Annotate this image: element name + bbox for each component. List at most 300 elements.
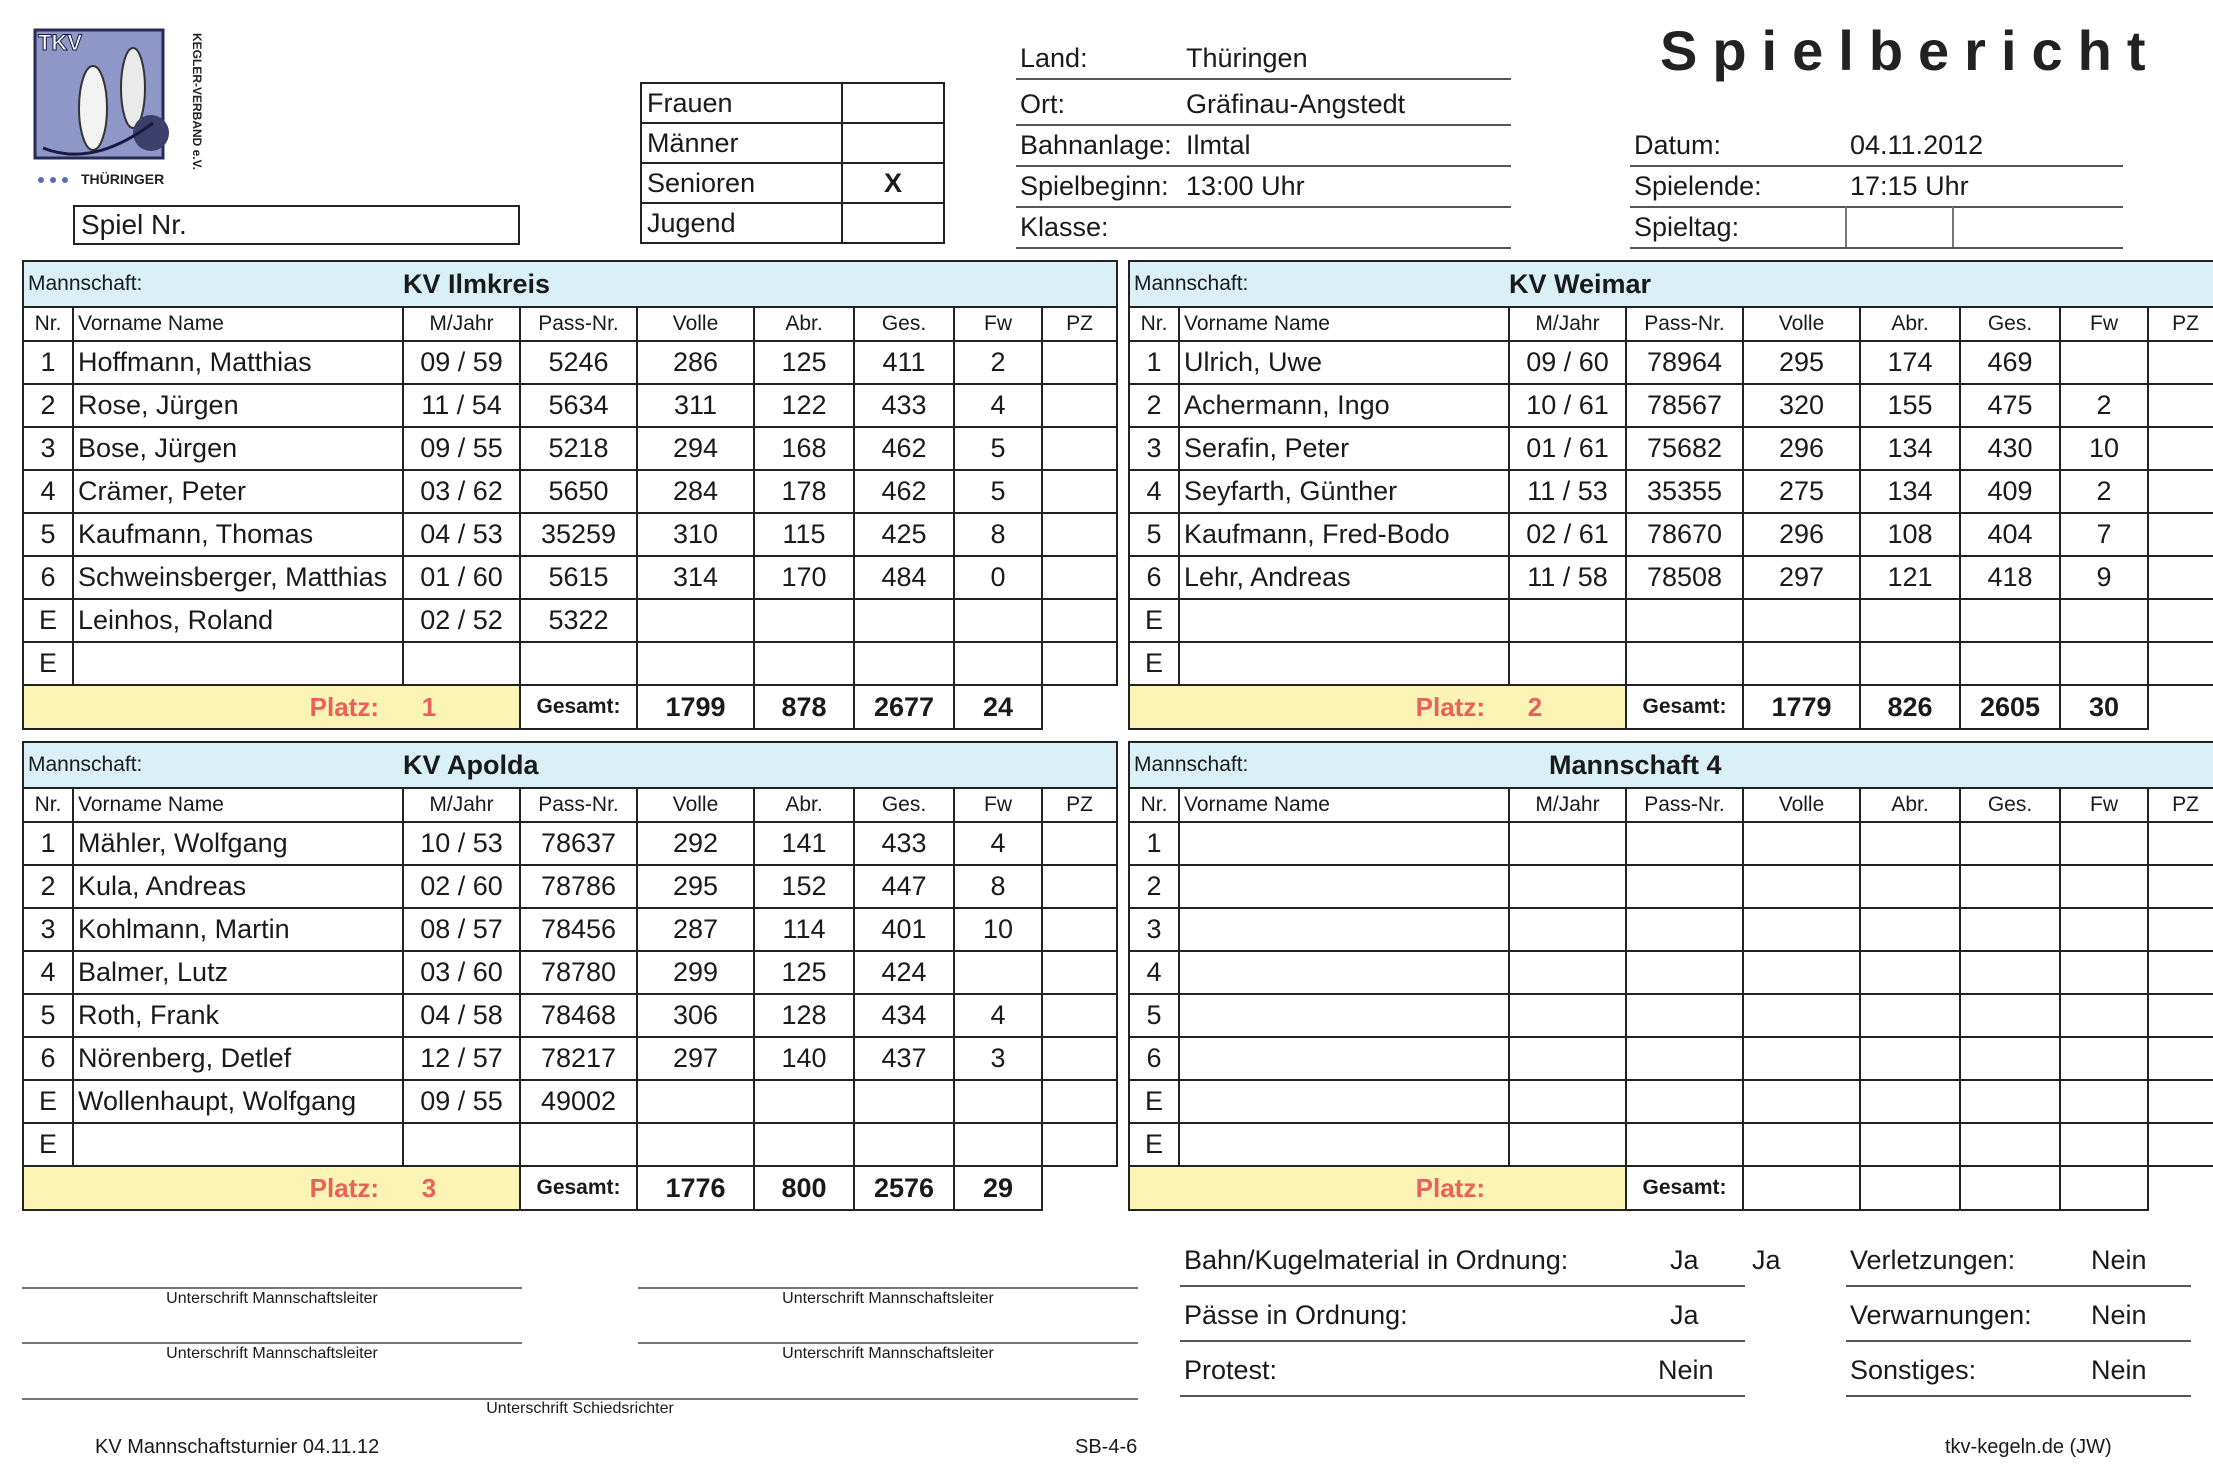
- player-mj[interactable]: 09 / 55: [403, 1080, 520, 1123]
- player-pz[interactable]: [2148, 994, 2213, 1037]
- player-ges[interactable]: 401: [854, 908, 954, 951]
- player-name[interactable]: [1179, 908, 1509, 951]
- player-name[interactable]: Hoffmann, Matthias: [73, 341, 403, 384]
- player-nr[interactable]: 2: [23, 865, 73, 908]
- player-abr[interactable]: 114: [754, 908, 854, 951]
- player-fw[interactable]: 3: [954, 1037, 1042, 1080]
- player-volle[interactable]: 284: [637, 470, 754, 513]
- player-abr[interactable]: 140: [754, 1037, 854, 1080]
- player-volle[interactable]: 292: [637, 822, 754, 865]
- player-volle[interactable]: [1743, 822, 1860, 865]
- player-pz[interactable]: [1042, 384, 1117, 427]
- player-pz[interactable]: [1042, 865, 1117, 908]
- player-mj[interactable]: [1509, 994, 1626, 1037]
- player-abr[interactable]: [754, 642, 854, 685]
- player-nr[interactable]: 5: [23, 994, 73, 1037]
- player-pass[interactable]: [1626, 822, 1743, 865]
- player-abr[interactable]: [1860, 1123, 1960, 1166]
- player-ges[interactable]: [854, 1123, 954, 1166]
- player-abr[interactable]: [754, 599, 854, 642]
- player-abr[interactable]: 108: [1860, 513, 1960, 556]
- player-pass[interactable]: 78217: [520, 1037, 637, 1080]
- player-mj[interactable]: 09 / 60: [1509, 341, 1626, 384]
- player-nr[interactable]: 3: [23, 908, 73, 951]
- player-volle[interactable]: 275: [1743, 470, 1860, 513]
- player-volle[interactable]: [1743, 1037, 1860, 1080]
- category-mark[interactable]: X: [842, 163, 944, 203]
- player-pz[interactable]: [2148, 341, 2213, 384]
- player-nr[interactable]: E: [1129, 642, 1179, 685]
- player-ges[interactable]: [1960, 951, 2060, 994]
- platz-value[interactable]: 2: [1527, 691, 1543, 722]
- player-name[interactable]: Mähler, Wolfgang: [73, 822, 403, 865]
- player-abr[interactable]: 122: [754, 384, 854, 427]
- player-fw[interactable]: [2060, 951, 2148, 994]
- player-fw[interactable]: 4: [954, 994, 1042, 1037]
- player-pass[interactable]: [1626, 1037, 1743, 1080]
- player-nr[interactable]: E: [1129, 599, 1179, 642]
- player-pass[interactable]: 78508: [1626, 556, 1743, 599]
- player-fw[interactable]: [2060, 642, 2148, 685]
- player-pz[interactable]: [1042, 1037, 1117, 1080]
- player-fw[interactable]: 5: [954, 427, 1042, 470]
- player-fw[interactable]: [954, 1080, 1042, 1123]
- player-mj[interactable]: 04 / 58: [403, 994, 520, 1037]
- player-ges[interactable]: 411: [854, 341, 954, 384]
- player-name[interactable]: Ulrich, Uwe: [1179, 341, 1509, 384]
- player-pass[interactable]: 78567: [1626, 384, 1743, 427]
- signature-line[interactable]: [638, 1287, 1138, 1289]
- player-nr[interactable]: 3: [1129, 908, 1179, 951]
- player-pass[interactable]: [1626, 1123, 1743, 1166]
- player-volle[interactable]: 310: [637, 513, 754, 556]
- player-mj[interactable]: [1509, 951, 1626, 994]
- player-ges[interactable]: [1960, 642, 2060, 685]
- player-volle[interactable]: [1743, 1080, 1860, 1123]
- player-name[interactable]: Kohlmann, Martin: [73, 908, 403, 951]
- player-mj[interactable]: 08 / 57: [403, 908, 520, 951]
- player-name[interactable]: Balmer, Lutz: [73, 951, 403, 994]
- player-fw[interactable]: [2060, 822, 2148, 865]
- player-mj[interactable]: 11 / 54: [403, 384, 520, 427]
- player-pass[interactable]: [1626, 1080, 1743, 1123]
- player-volle[interactable]: [1743, 908, 1860, 951]
- player-fw[interactable]: [2060, 1123, 2148, 1166]
- player-pz[interactable]: [1042, 1123, 1117, 1166]
- player-mj[interactable]: 02 / 52: [403, 599, 520, 642]
- spiel-nr-field[interactable]: [73, 205, 520, 245]
- player-ges[interactable]: 433: [854, 384, 954, 427]
- player-volle[interactable]: [637, 1080, 754, 1123]
- player-ges[interactable]: 462: [854, 470, 954, 513]
- player-fw[interactable]: 4: [954, 822, 1042, 865]
- player-volle[interactable]: 296: [1743, 513, 1860, 556]
- player-mj[interactable]: 03 / 60: [403, 951, 520, 994]
- player-fw[interactable]: [2060, 599, 2148, 642]
- player-abr[interactable]: 125: [754, 951, 854, 994]
- player-ges[interactable]: 434: [854, 994, 954, 1037]
- player-fw[interactable]: [2060, 341, 2148, 384]
- player-abr[interactable]: [1860, 1037, 1960, 1080]
- player-pz[interactable]: [2148, 556, 2213, 599]
- player-pass[interactable]: 78964: [1626, 341, 1743, 384]
- player-mj[interactable]: 01 / 61: [1509, 427, 1626, 470]
- player-fw[interactable]: 5: [954, 470, 1042, 513]
- player-fw[interactable]: 8: [954, 513, 1042, 556]
- player-mj[interactable]: 09 / 59: [403, 341, 520, 384]
- player-volle[interactable]: 295: [1743, 341, 1860, 384]
- player-ges[interactable]: [854, 1080, 954, 1123]
- player-name[interactable]: Achermann, Ingo: [1179, 384, 1509, 427]
- player-volle[interactable]: [1743, 599, 1860, 642]
- player-mj[interactable]: 02 / 61: [1509, 513, 1626, 556]
- player-ges[interactable]: 475: [1960, 384, 2060, 427]
- player-ges[interactable]: 433: [854, 822, 954, 865]
- player-pass[interactable]: [520, 642, 637, 685]
- player-volle[interactable]: 296: [1743, 427, 1860, 470]
- player-pz[interactable]: [1042, 908, 1117, 951]
- player-fw[interactable]: 4: [954, 384, 1042, 427]
- player-pass[interactable]: 5246: [520, 341, 637, 384]
- player-volle[interactable]: 294: [637, 427, 754, 470]
- player-nr[interactable]: 5: [23, 513, 73, 556]
- player-fw[interactable]: [954, 642, 1042, 685]
- player-pass[interactable]: 78780: [520, 951, 637, 994]
- player-name[interactable]: Wollenhaupt, Wolfgang: [73, 1080, 403, 1123]
- player-ges[interactable]: [1960, 822, 2060, 865]
- player-pz[interactable]: [2148, 908, 2213, 951]
- player-abr[interactable]: 125: [754, 341, 854, 384]
- player-ges[interactable]: 409: [1960, 470, 2060, 513]
- player-abr[interactable]: 170: [754, 556, 854, 599]
- player-fw[interactable]: [954, 599, 1042, 642]
- player-name[interactable]: [73, 1123, 403, 1166]
- player-pass[interactable]: 5634: [520, 384, 637, 427]
- player-name[interactable]: [1179, 865, 1509, 908]
- category-mark[interactable]: [842, 123, 944, 163]
- player-nr[interactable]: E: [23, 1080, 73, 1123]
- player-name[interactable]: [1179, 1123, 1509, 1166]
- player-mj[interactable]: [1509, 1037, 1626, 1080]
- player-abr[interactable]: [1860, 994, 1960, 1037]
- player-abr[interactable]: [1860, 908, 1960, 951]
- signature-line[interactable]: [638, 1342, 1138, 1344]
- player-pz[interactable]: [1042, 822, 1117, 865]
- player-fw[interactable]: 10: [954, 908, 1042, 951]
- player-ges[interactable]: 469: [1960, 341, 2060, 384]
- player-pz[interactable]: [1042, 599, 1117, 642]
- player-pass[interactable]: [1626, 951, 1743, 994]
- player-abr[interactable]: [1860, 599, 1960, 642]
- player-volle[interactable]: 286: [637, 341, 754, 384]
- player-mj[interactable]: [1509, 599, 1626, 642]
- player-name[interactable]: [1179, 822, 1509, 865]
- player-name[interactable]: Bose, Jürgen: [73, 427, 403, 470]
- player-name[interactable]: [1179, 951, 1509, 994]
- player-pz[interactable]: [1042, 341, 1117, 384]
- player-nr[interactable]: 1: [23, 341, 73, 384]
- player-name[interactable]: [73, 642, 403, 685]
- player-ges[interactable]: 462: [854, 427, 954, 470]
- category-mark[interactable]: [842, 83, 944, 123]
- player-nr[interactable]: 1: [1129, 341, 1179, 384]
- player-name[interactable]: Seyfarth, Günther: [1179, 470, 1509, 513]
- player-abr[interactable]: [1860, 1080, 1960, 1123]
- player-mj[interactable]: [1509, 642, 1626, 685]
- player-mj[interactable]: 10 / 61: [1509, 384, 1626, 427]
- player-mj[interactable]: [403, 642, 520, 685]
- player-fw[interactable]: 8: [954, 865, 1042, 908]
- player-nr[interactable]: E: [23, 599, 73, 642]
- player-pass[interactable]: 5615: [520, 556, 637, 599]
- player-nr[interactable]: 2: [1129, 865, 1179, 908]
- platz-value[interactable]: 1: [421, 691, 437, 722]
- player-pass[interactable]: [1626, 642, 1743, 685]
- player-mj[interactable]: 09 / 55: [403, 427, 520, 470]
- player-volle[interactable]: 311: [637, 384, 754, 427]
- player-name[interactable]: [1179, 599, 1509, 642]
- player-fw[interactable]: 7: [2060, 513, 2148, 556]
- player-nr[interactable]: 6: [23, 556, 73, 599]
- player-name[interactable]: Roth, Frank: [73, 994, 403, 1037]
- player-nr[interactable]: 2: [23, 384, 73, 427]
- player-pass[interactable]: 78786: [520, 865, 637, 908]
- player-abr[interactable]: 115: [754, 513, 854, 556]
- player-fw[interactable]: [2060, 1080, 2148, 1123]
- player-volle[interactable]: [1743, 865, 1860, 908]
- player-pz[interactable]: [2148, 822, 2213, 865]
- player-fw[interactable]: [2060, 994, 2148, 1037]
- player-abr[interactable]: 174: [1860, 341, 1960, 384]
- player-name[interactable]: [1179, 1037, 1509, 1080]
- player-pass[interactable]: [1626, 994, 1743, 1037]
- player-pz[interactable]: [1042, 513, 1117, 556]
- player-pass[interactable]: 78670: [1626, 513, 1743, 556]
- player-pz[interactable]: [2148, 1037, 2213, 1080]
- player-ges[interactable]: [1960, 599, 2060, 642]
- player-mj[interactable]: 03 / 62: [403, 470, 520, 513]
- player-pz[interactable]: [2148, 427, 2213, 470]
- player-pass[interactable]: 78468: [520, 994, 637, 1037]
- player-mj[interactable]: 11 / 58: [1509, 556, 1626, 599]
- player-pass[interactable]: 5218: [520, 427, 637, 470]
- player-ges[interactable]: 424: [854, 951, 954, 994]
- player-name[interactable]: Nörenberg, Detlef: [73, 1037, 403, 1080]
- check-value[interactable]: Ja: [1670, 1300, 1699, 1330]
- spieltag-box[interactable]: [1845, 207, 1954, 247]
- player-abr[interactable]: 134: [1860, 470, 1960, 513]
- player-nr[interactable]: 2: [1129, 384, 1179, 427]
- player-nr[interactable]: E: [1129, 1080, 1179, 1123]
- player-ges[interactable]: [1960, 908, 2060, 951]
- player-ges[interactable]: [1960, 994, 2060, 1037]
- signature-line[interactable]: [22, 1287, 522, 1289]
- player-abr[interactable]: 134: [1860, 427, 1960, 470]
- player-volle[interactable]: 287: [637, 908, 754, 951]
- player-ges[interactable]: [1960, 1123, 2060, 1166]
- check-value[interactable]: Nein: [2091, 1245, 2147, 1275]
- player-pz[interactable]: [2148, 384, 2213, 427]
- player-abr[interactable]: [754, 1123, 854, 1166]
- player-nr[interactable]: 1: [23, 822, 73, 865]
- player-abr[interactable]: 141: [754, 822, 854, 865]
- player-mj[interactable]: [1509, 1080, 1626, 1123]
- player-name[interactable]: [1179, 994, 1509, 1037]
- player-volle[interactable]: 297: [637, 1037, 754, 1080]
- player-abr[interactable]: 178: [754, 470, 854, 513]
- player-mj[interactable]: 10 / 53: [403, 822, 520, 865]
- player-name[interactable]: Kula, Andreas: [73, 865, 403, 908]
- player-fw[interactable]: 2: [2060, 470, 2148, 513]
- player-ges[interactable]: 404: [1960, 513, 2060, 556]
- player-pz[interactable]: [2148, 865, 2213, 908]
- player-abr[interactable]: [1860, 865, 1960, 908]
- player-abr[interactable]: [1860, 642, 1960, 685]
- player-volle[interactable]: [1743, 994, 1860, 1037]
- player-pz[interactable]: [1042, 642, 1117, 685]
- player-pass[interactable]: 78637: [520, 822, 637, 865]
- player-mj[interactable]: 01 / 60: [403, 556, 520, 599]
- player-pz[interactable]: [2148, 599, 2213, 642]
- player-ges[interactable]: 437: [854, 1037, 954, 1080]
- player-pz[interactable]: [2148, 1080, 2213, 1123]
- player-nr[interactable]: 4: [1129, 951, 1179, 994]
- player-name[interactable]: [1179, 642, 1509, 685]
- check-value[interactable]: Ja: [1670, 1245, 1699, 1275]
- player-name[interactable]: Lehr, Andreas: [1179, 556, 1509, 599]
- player-name[interactable]: [1179, 1080, 1509, 1123]
- player-nr[interactable]: 4: [1129, 470, 1179, 513]
- player-nr[interactable]: 6: [1129, 1037, 1179, 1080]
- player-volle[interactable]: [637, 1123, 754, 1166]
- player-pz[interactable]: [2148, 470, 2213, 513]
- player-volle[interactable]: [1743, 951, 1860, 994]
- player-pass[interactable]: [1626, 865, 1743, 908]
- player-fw[interactable]: 2: [954, 341, 1042, 384]
- player-pz[interactable]: [1042, 1080, 1117, 1123]
- player-name[interactable]: Serafin, Peter: [1179, 427, 1509, 470]
- player-mj[interactable]: [1509, 865, 1626, 908]
- player-nr[interactable]: 4: [23, 470, 73, 513]
- player-fw[interactable]: 10: [2060, 427, 2148, 470]
- player-ges[interactable]: [1960, 1037, 2060, 1080]
- player-abr[interactable]: [1860, 822, 1960, 865]
- player-pz[interactable]: [1042, 951, 1117, 994]
- player-volle[interactable]: [1743, 1123, 1860, 1166]
- player-pass[interactable]: 75682: [1626, 427, 1743, 470]
- signature-line[interactable]: [22, 1342, 522, 1344]
- player-pz[interactable]: [2148, 951, 2213, 994]
- player-ges[interactable]: 447: [854, 865, 954, 908]
- player-pass[interactable]: 35259: [520, 513, 637, 556]
- player-pass[interactable]: 35355: [1626, 470, 1743, 513]
- player-volle[interactable]: [637, 642, 754, 685]
- player-name[interactable]: Leinhos, Roland: [73, 599, 403, 642]
- player-nr[interactable]: 1: [1129, 822, 1179, 865]
- player-pass[interactable]: 5322: [520, 599, 637, 642]
- player-nr[interactable]: 5: [1129, 994, 1179, 1037]
- player-fw[interactable]: 0: [954, 556, 1042, 599]
- player-mj[interactable]: [1509, 1123, 1626, 1166]
- player-nr[interactable]: 5: [1129, 513, 1179, 556]
- player-mj[interactable]: [403, 1123, 520, 1166]
- player-pz[interactable]: [1042, 994, 1117, 1037]
- player-abr[interactable]: [1860, 951, 1960, 994]
- player-abr[interactable]: 121: [1860, 556, 1960, 599]
- player-volle[interactable]: [1743, 642, 1860, 685]
- player-pass[interactable]: 78456: [520, 908, 637, 951]
- player-pass[interactable]: 5650: [520, 470, 637, 513]
- player-mj[interactable]: 02 / 60: [403, 865, 520, 908]
- player-pz[interactable]: [2148, 513, 2213, 556]
- player-pass[interactable]: [1626, 599, 1743, 642]
- player-fw[interactable]: [954, 951, 1042, 994]
- player-pz[interactable]: [1042, 427, 1117, 470]
- player-nr[interactable]: E: [23, 642, 73, 685]
- player-mj[interactable]: 11 / 53: [1509, 470, 1626, 513]
- player-fw[interactable]: [2060, 865, 2148, 908]
- check-value[interactable]: Nein: [2091, 1300, 2147, 1330]
- player-ges[interactable]: 418: [1960, 556, 2060, 599]
- player-ges[interactable]: [1960, 865, 2060, 908]
- player-volle[interactable]: 297: [1743, 556, 1860, 599]
- player-mj[interactable]: [1509, 908, 1626, 951]
- player-pz[interactable]: [2148, 1123, 2213, 1166]
- platz-value[interactable]: 3: [421, 1172, 437, 1203]
- player-nr[interactable]: 6: [23, 1037, 73, 1080]
- player-abr[interactable]: 152: [754, 865, 854, 908]
- player-volle[interactable]: 320: [1743, 384, 1860, 427]
- player-mj[interactable]: 04 / 53: [403, 513, 520, 556]
- player-volle[interactable]: 314: [637, 556, 754, 599]
- player-volle[interactable]: 306: [637, 994, 754, 1037]
- player-nr[interactable]: 3: [23, 427, 73, 470]
- category-mark[interactable]: [842, 203, 944, 243]
- player-mj[interactable]: [1509, 822, 1626, 865]
- player-fw[interactable]: [2060, 1037, 2148, 1080]
- player-pz[interactable]: [1042, 470, 1117, 513]
- player-fw[interactable]: 9: [2060, 556, 2148, 599]
- player-fw[interactable]: [954, 1123, 1042, 1166]
- player-nr[interactable]: 4: [23, 951, 73, 994]
- player-volle[interactable]: [637, 599, 754, 642]
- player-name[interactable]: Crämer, Peter: [73, 470, 403, 513]
- player-ges[interactable]: [854, 642, 954, 685]
- player-volle[interactable]: 299: [637, 951, 754, 994]
- player-abr[interactable]: [754, 1080, 854, 1123]
- player-nr[interactable]: E: [23, 1123, 73, 1166]
- player-pass[interactable]: [1626, 908, 1743, 951]
- player-fw[interactable]: [2060, 908, 2148, 951]
- player-pass[interactable]: [520, 1123, 637, 1166]
- player-nr[interactable]: 6: [1129, 556, 1179, 599]
- player-ges[interactable]: [854, 599, 954, 642]
- player-pass[interactable]: 49002: [520, 1080, 637, 1123]
- player-ges[interactable]: 430: [1960, 427, 2060, 470]
- player-ges[interactable]: 484: [854, 556, 954, 599]
- player-nr[interactable]: E: [1129, 1123, 1179, 1166]
- player-pz[interactable]: [1042, 556, 1117, 599]
- player-ges[interactable]: 425: [854, 513, 954, 556]
- player-fw[interactable]: 2: [2060, 384, 2148, 427]
- player-mj[interactable]: 12 / 57: [403, 1037, 520, 1080]
- player-pz[interactable]: [2148, 642, 2213, 685]
- check-value[interactable]: Nein: [2091, 1355, 2147, 1385]
- player-volle[interactable]: 295: [637, 865, 754, 908]
- player-abr[interactable]: 168: [754, 427, 854, 470]
- player-abr[interactable]: 128: [754, 994, 854, 1037]
- player-ges[interactable]: [1960, 1080, 2060, 1123]
